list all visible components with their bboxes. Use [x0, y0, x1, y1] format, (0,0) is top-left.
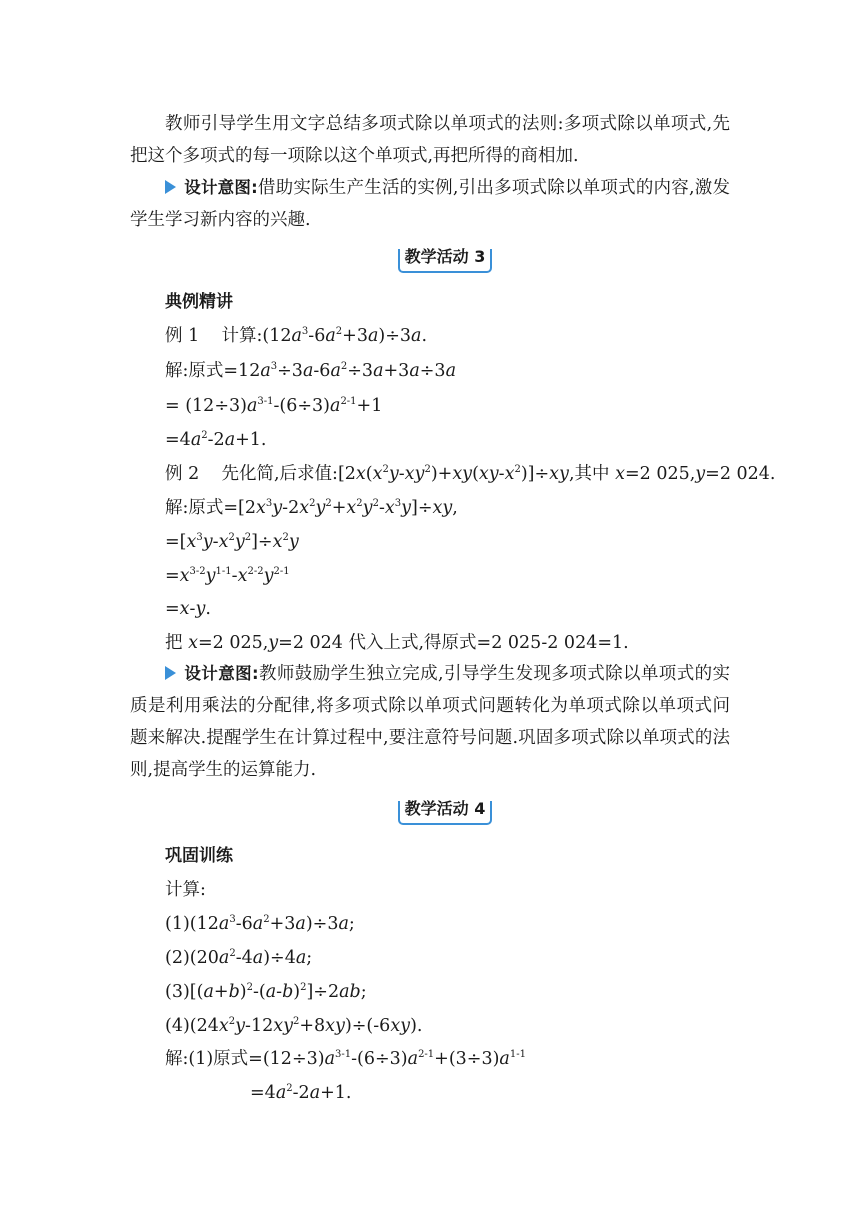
section-heading-examples: 典例精讲 [165, 292, 233, 312]
badge-underline [404, 271, 486, 273]
section-heading-practice: 巩固训练 [165, 846, 233, 866]
exercise-item-4: $(4)(24x^2y-12xy^2+8xy)\div(-6xy)$. [165, 1016, 423, 1036]
example-2-step-2: $=[x^3y-x^2y^2]\div x^2y$ [165, 532, 299, 552]
example-1-step-3: $=4a^2-2a+1$. [165, 430, 267, 450]
example-1-label: 例 1 [165, 326, 200, 346]
example-1-prompt: 计算: [221, 326, 263, 346]
design-intent-label: 设计意图: [184, 178, 258, 197]
example-2-title: 例 2 先化简,后求值$:[2x(x^2y-xy^2)+xy(xy-x^2)]\div xy$,其中 x=2 025,y=2 024. [165, 464, 776, 484]
triangle-bullet-icon [165, 666, 176, 680]
exercise-item-1: $(1)(12a^3-6a^2+3a)\div 3a$; [165, 914, 355, 934]
design-intent-2 [130, 658, 730, 786]
activity-badge-label: 教学活动 4 [404, 799, 486, 818]
badge-underline [404, 823, 486, 825]
example-2-label: 例 2 [165, 464, 200, 484]
design-intent-text: 教师鼓励学生独立完成,引导学生发现多项式除以单项式的实质是利用乘法的分配律,将多项式除以单项式问题转化为单项式除以单项式问题来解决.提醒学生在计算过程中,要注意符号问题.巩固多项式除以单项式的法则,提高学生的运算能力. [130, 664, 730, 780]
exercise-solution-step-1: 解:(1)原式$=(12\div 3)a^{3-1}-(6\div 3)a^{2-1}+(3\div 3)a^{1-1}$ [165, 1049, 526, 1069]
exercise-item-3: $(3)[(a+b)^2-(a-b)^2]\div 2ab$; [165, 982, 367, 1002]
intro-paragraph: 教师引导学生用文字总结多项式除以单项式的法则:多项式除以单项式,先把这个多项式的每一项除以这个单项式,再把所得的商相加. [130, 114, 730, 166]
exercise-solution-step-2: $=4a^2-2a+1$. [250, 1083, 352, 1103]
exercise-item-2: $(2)(20a^2-4a)\div 4a$; [165, 948, 313, 968]
exercise-prompt: 计算: [165, 880, 206, 900]
example-2-step-1: 解:原式$=[2x^3y-2x^2y^2+x^2y^2-x^3y]\div xy$, [165, 498, 458, 518]
activity-badge-3 [398, 244, 492, 274]
example-1-title: 例 1 计算$:(12a^3-6a^2+3a)\div 3a$. [165, 326, 428, 346]
example-2-step-3: $=x^{3-2}y^{1-1}-x^{2-2}y^{2-1}$ [165, 566, 290, 586]
activity-badge-4 [398, 796, 492, 826]
activity-badge-label: 教学活动 3 [404, 247, 486, 266]
example-1-step-2: = $(12\div 3)a^{3-1}-(6\div 3)a^{2-1}+1$ [165, 396, 383, 416]
example-2-step-4: =x-y. [165, 599, 211, 619]
design-intent-text: 借助实际生产生活的实例,引出多项式除以单项式的内容,激发学生学习新内容的兴趣. [130, 178, 730, 230]
triangle-bullet-icon [165, 180, 176, 194]
example-2-prompt: 先化简,后求值: [221, 464, 338, 484]
design-intent-1 [130, 172, 730, 236]
design-intent-label: 设计意图: [184, 664, 259, 683]
example-1-step-1: 解:原式$=12a^3\div 3a-6a^2\div 3a+3a\div 3a$ [165, 361, 457, 381]
example-2-substitution: 把 x=2 025,y=2 024 代入上式,得原式=2 025-2 024=1. [165, 633, 629, 653]
